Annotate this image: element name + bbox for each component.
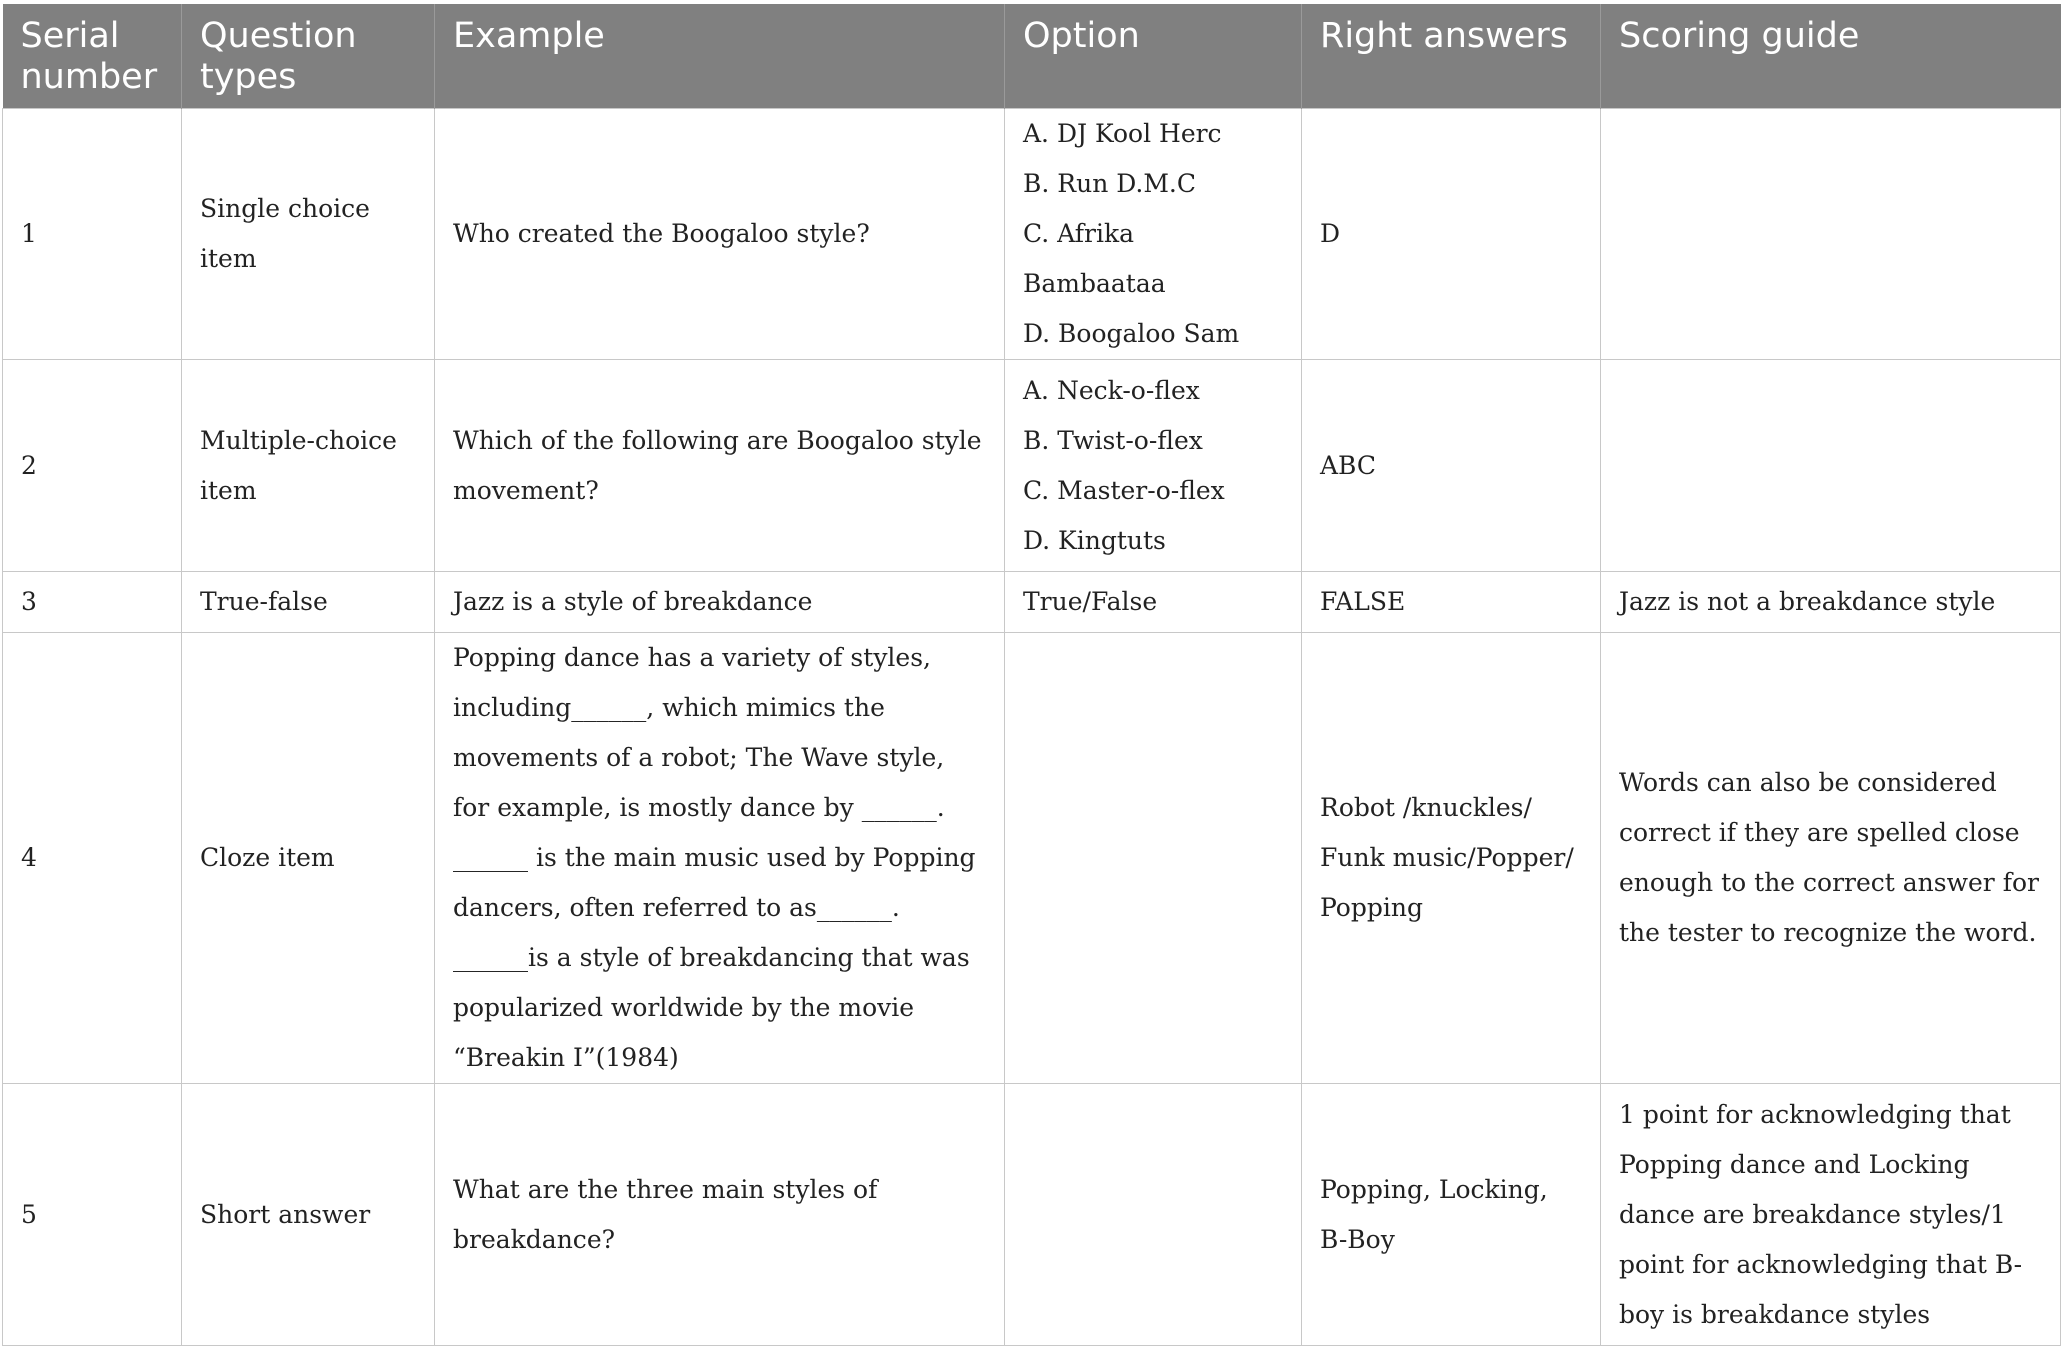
option-item: D. Boogaloo Sam (1023, 319, 1240, 348)
cell-question-type: Cloze item (182, 633, 435, 1084)
cell-serial: 5 (3, 1084, 182, 1346)
cell-question-type: Short answer (182, 1084, 435, 1346)
option-item: B. Twist-o-flex (1023, 425, 1203, 455)
cell-scoring-guide (1601, 360, 2061, 572)
cell-example: Who created the Boogaloo style? (435, 109, 1005, 360)
cell-right-answer: D (1302, 109, 1601, 360)
cell-serial: 1 (3, 109, 182, 360)
cell-right-answer: ABC (1302, 360, 1601, 572)
table-row (3, 360, 2061, 572)
cell-example: Jazz is a style of breakdance (435, 572, 1005, 633)
cell-example: Popping dance has a variety of styles, including______, which mimics the movements of a robot; The Wave style, for example, is mostly dance by ______. ______ is the main music used by Popping dancers, often referred to as______. ______is a style of breakdancing that was popularized worldwide by the movie “Breakin I”(1984) (435, 633, 1005, 1084)
cell-option (1005, 109, 1302, 360)
cell-scoring-guide: Words can also be considered correct if they are spelled close enough to the correct answer for the tester to recognize the word. (1601, 633, 2061, 1084)
cell-question-type: Single choice item (182, 109, 435, 360)
header-scoring-guide: Scoring guide (1601, 4, 2061, 109)
cell-question-type: Multiple-choice item (182, 360, 435, 572)
option-item: D. Kingtuts (1023, 525, 1166, 555)
cell-serial: 2 (3, 360, 182, 572)
option-item: B. Run D.M.C (1023, 169, 1197, 198)
cell-question-type: True-false (182, 572, 435, 633)
cell-scoring-guide (1601, 109, 2061, 360)
cell-scoring-guide: 1 point for acknowledging that Popping dance and Locking dance are breakdance styles/1 point for acknowledging that B-boy is breakdance styles (1601, 1084, 2061, 1346)
cell-serial: 4 (3, 633, 182, 1084)
option-item: True/False (1023, 587, 1158, 616)
header-serial-number: Serial number (3, 4, 182, 109)
option-item: C. Afrika Bambaataa (1023, 219, 1166, 298)
table-row (3, 572, 2061, 633)
table-row (3, 109, 2061, 360)
cell-right-answer: FALSE (1302, 572, 1601, 633)
cell-right-answer: Robot /knuckles/ Funk music/Popper/ Popping (1302, 633, 1601, 1084)
header-right-answers: Right answers (1302, 4, 1601, 109)
option-item: C. Master-o-flex (1023, 475, 1225, 505)
cell-option (1005, 572, 1302, 633)
question-types-table (2, 4, 2061, 1346)
option-item: A. DJ Kool Herc (1023, 119, 1222, 148)
cell-example: What are the three main styles of breakdance? (435, 1084, 1005, 1346)
cell-example: Which of the following are Boogaloo style movement? (435, 360, 1005, 572)
header-option: Option (1005, 4, 1302, 109)
header-question-types: Question types (182, 4, 435, 109)
cell-scoring-guide: Jazz is not a breakdance style (1601, 572, 2061, 633)
option-item: A. Neck-o-flex (1023, 375, 1200, 405)
cell-option (1005, 1084, 1302, 1346)
header-example: Example (435, 4, 1005, 109)
table-row (3, 633, 2061, 1084)
header-row (3, 4, 2061, 109)
cell-option (1005, 360, 1302, 572)
cell-serial: 3 (3, 572, 182, 633)
cell-option (1005, 633, 1302, 1084)
cell-right-answer: Popping, Locking, B-Boy (1302, 1084, 1601, 1346)
table-row (3, 1084, 2061, 1346)
